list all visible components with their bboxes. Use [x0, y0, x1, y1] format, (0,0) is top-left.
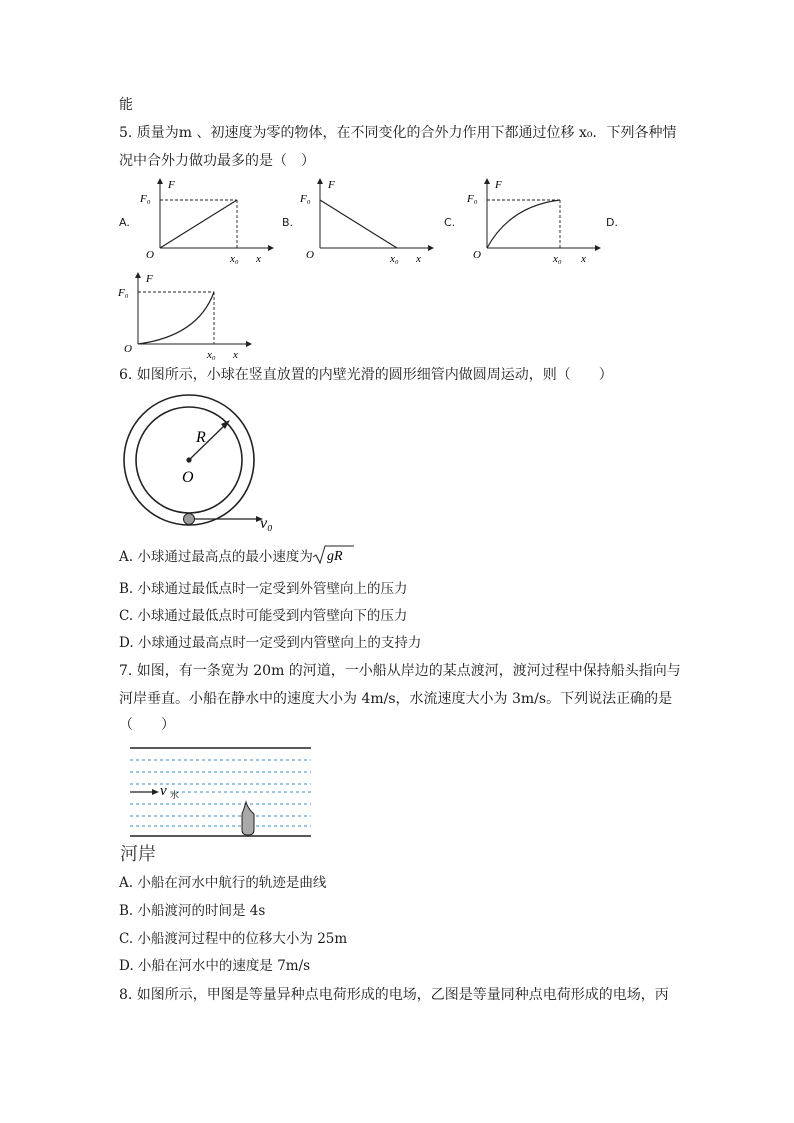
q5-option-a-label: A.	[119, 216, 130, 229]
q7-v-label: v	[160, 783, 167, 799]
q5-graph-d	[118, 270, 258, 360]
q5d-f0-label: F₀	[118, 287, 129, 299]
q5d-x-label: x	[233, 349, 238, 361]
q5d-origin-label: O	[124, 343, 132, 355]
q5a-x0-label: x₀	[230, 253, 239, 265]
q5-graph-c	[465, 176, 605, 266]
q6-o-label: O	[182, 469, 194, 486]
q5b-f0-label: F₀	[300, 193, 311, 205]
q5b-origin-label: O	[306, 249, 314, 261]
q7-stem-line2: 河岸垂直。小船在静水中的速度大小为 4m/s，水流速度大小为 3m/s。下列说法正确的是	[119, 691, 673, 707]
q5a-f0-label: F₀	[140, 193, 151, 205]
q7-option-c: C. 小船渡河过程中的位移大小为 25m	[119, 931, 348, 947]
q6-v0-label: v₀	[260, 515, 273, 532]
q5a-origin-label: O	[146, 249, 154, 261]
q6-sqrt-expr: gR	[327, 549, 343, 564]
q6-option-a: A. 小球通过最高点的最小速度为	[119, 549, 313, 565]
q7-option-b: B. 小船渡河的时间是 4s	[119, 903, 266, 919]
q6-option-c: C. 小球通过最低点时可能受到内管壁向下的压力	[119, 608, 408, 624]
q7-river-figure	[118, 742, 318, 868]
q7-option-d: D. 小船在河水中的速度是 7m/s	[119, 958, 311, 974]
q6-option-b: B. 小球通过最低点时一定受到外管壁向上的压力	[119, 581, 408, 597]
q5-option-c-label: C.	[444, 216, 456, 229]
q6-stem: 6. 如图所示，小球在竖直放置的内壁光滑的圆形细管内做圆周运动，则（ ）	[119, 367, 613, 383]
q7-option-a: A. 小船在河水中航行的轨迹是曲线	[119, 875, 327, 891]
q5c-x0-label: x₀	[553, 253, 562, 265]
q5d-x0-label: x₀	[207, 349, 216, 361]
q5-option-d-label: D.	[606, 216, 618, 229]
q8-stem: 8. 如图所示，甲图是等量异种点电荷形成的电场，乙图是等量同种点电荷形成的电场，丙	[119, 987, 669, 1003]
q5-stem-line2: 况中合外力做功最多的是（ ）	[119, 153, 315, 169]
continuation-text: 能	[119, 97, 133, 113]
q5d-f-label: F	[146, 273, 153, 285]
q5c-f-label: F	[495, 179, 502, 191]
q7-bank-label: 河岸	[120, 844, 156, 865]
q5b-x0-label: x₀	[390, 253, 399, 265]
q5a-x-label: x	[256, 253, 261, 265]
q5-graph-a	[138, 176, 278, 266]
q6-circle-tube-figure	[118, 392, 298, 532]
q6-option-d: D. 小球通过最高点时一定受到内管壁向上的支持力	[119, 635, 422, 651]
q5c-origin-label: O	[473, 249, 481, 261]
q5b-x-label: x	[416, 253, 421, 265]
q5b-f-label: F	[328, 179, 335, 191]
q5c-f0-label: F₀	[467, 193, 478, 205]
q7-stem-line1: 7. 如图，有一条宽为 20m 的河道，一小船从岸边的某点渡河，渡河过程中保持船头指向与	[119, 663, 681, 679]
q6-sqrt-gr	[312, 544, 356, 566]
q5-option-b-label: B.	[282, 216, 294, 229]
q5c-x-label: x	[581, 253, 586, 265]
q5-graph-b	[298, 176, 438, 266]
q7-stem-line3: （ ）	[119, 717, 175, 733]
q7-v-subscript: 水	[170, 791, 180, 801]
q5a-f-label: F	[168, 179, 175, 191]
q5-stem-line1: 5. 质量为m 、初速度为零的物体，在不同变化的合外力作用下都通过位移 x₀．下列各种情	[119, 125, 677, 141]
q6-r-label: R	[196, 429, 206, 446]
